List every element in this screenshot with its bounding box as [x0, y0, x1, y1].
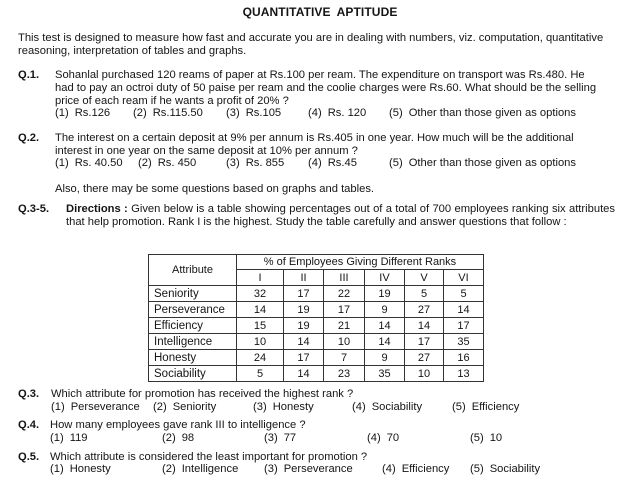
rank-header: IV: [365, 270, 405, 286]
option-4: [308, 157, 357, 170]
option-number: (5): [389, 107, 403, 119]
option-number: (4): [352, 401, 366, 413]
rank-value: 27: [405, 350, 444, 366]
rank-value: 5: [444, 286, 484, 302]
table-row: [149, 318, 484, 334]
rank-header: VI: [444, 270, 484, 286]
attribute-name: Seniority: [149, 286, 237, 302]
rank-value: 17: [405, 334, 444, 350]
option-number: (5): [470, 463, 484, 475]
option-5: [389, 157, 576, 170]
option-text: Rs.126: [74, 107, 111, 119]
option-2: [153, 401, 216, 414]
table-row: [149, 286, 484, 302]
option-number: (4): [308, 107, 322, 119]
rank-value: 23: [324, 366, 365, 382]
option-number: (4): [308, 157, 322, 169]
option-number: (3): [253, 401, 267, 413]
rank-value: 9: [365, 302, 405, 318]
rank-value: 21: [324, 318, 365, 334]
attribute-name: Sociability: [149, 366, 237, 382]
ranks-group-header: % of Employees Giving Different Ranks: [237, 255, 484, 270]
option-2: [162, 432, 194, 445]
ranks-table: [148, 254, 484, 382]
option-number: (1): [50, 432, 64, 444]
attribute-name: Efficiency: [149, 318, 237, 334]
option-3: [264, 463, 353, 476]
rank-value: 7: [324, 350, 365, 366]
option-text: Rs.45: [327, 157, 357, 169]
directions-text: [66, 203, 615, 229]
option-text: Honesty: [69, 463, 111, 475]
option-2: [162, 463, 238, 476]
rank-value: 14: [365, 334, 405, 350]
option-3: [226, 107, 281, 120]
rank-value: 35: [365, 366, 405, 382]
option-number: (2): [162, 463, 176, 475]
option-text: 119: [69, 432, 88, 444]
rank-value: 10: [237, 334, 284, 350]
option-number: (2): [153, 401, 167, 413]
rank-value: 32: [237, 286, 284, 302]
option-1: [55, 107, 110, 120]
rank-value: 17: [284, 286, 324, 302]
option-number: (3): [264, 432, 278, 444]
rank-value: 5: [405, 286, 444, 302]
table-row: [149, 350, 484, 366]
option-text: Rs.105: [245, 107, 282, 119]
option-number: (1): [50, 463, 64, 475]
attribute-header: Attribute: [149, 255, 237, 286]
attribute-name: Perseverance: [149, 302, 237, 318]
rank-value: 14: [405, 318, 444, 334]
option-text: Sociability: [489, 463, 541, 475]
option-number: (2): [133, 107, 147, 119]
option-4: [367, 432, 399, 445]
option-1: [51, 401, 140, 414]
option-text: Intelligence: [181, 463, 239, 475]
question-text-line: The interest on a certain deposit at 9% per annum is Rs.405 in one year. How much will be the additional: [55, 132, 574, 144]
option-text: 98: [181, 432, 195, 444]
rank-header: V: [405, 270, 444, 286]
option-number: (5): [389, 157, 403, 169]
option-text: 70: [386, 432, 400, 444]
rank-value: 5: [237, 366, 284, 382]
option-number: (4): [382, 463, 396, 475]
option-2: [133, 107, 203, 120]
option-number: (3): [264, 463, 278, 475]
rank-value: 17: [324, 302, 365, 318]
rank-value: 14: [444, 302, 484, 318]
rank-value: 15: [237, 318, 284, 334]
intro-line-2: reasoning, interpretation of tables and graphs.: [18, 45, 247, 57]
option-text: Other than those given as options: [408, 107, 576, 119]
rank-value: 10: [324, 334, 365, 350]
rank-value: 27: [405, 302, 444, 318]
rank-value: 24: [237, 350, 284, 366]
option-1: [50, 432, 88, 445]
rank-value: 35: [444, 334, 484, 350]
option-3: [264, 432, 296, 445]
rank-value: 19: [284, 302, 324, 318]
option-text: Other than those given as options: [408, 157, 576, 169]
attribute-name: Honesty: [149, 350, 237, 366]
rank-value: 9: [365, 350, 405, 366]
table-row: [149, 302, 484, 318]
question-text-line: Sohanlal purchased 120 reams of paper at Rs.100 per ream. The expenditure on transport was Rs.480. He: [55, 69, 585, 81]
directions-body: Given below is a table showing percentages out of a total of 700 employees ranking six attributes that help promotion. Rank I is the highest. Study the table carefully and answer questions that follow :: [66, 203, 615, 228]
rank-value: 10: [405, 366, 444, 382]
option-number: (5): [452, 401, 466, 413]
option-text: Efficiency: [401, 463, 450, 475]
option-3: [253, 401, 314, 414]
table-header-row: [149, 255, 484, 270]
option-4: [308, 107, 366, 120]
question-number: Q.1.: [18, 69, 40, 81]
question-text: How many employees gave rank III to intelligence ?: [50, 419, 306, 431]
option-number: (4): [367, 432, 381, 444]
table-row: [149, 334, 484, 350]
rank-value: 17: [284, 350, 324, 366]
rank-value: 14: [365, 318, 405, 334]
option-number: (2): [138, 157, 152, 169]
rank-value: 14: [237, 302, 284, 318]
option-text: Efficiency: [471, 401, 520, 413]
option-number: (5): [470, 432, 484, 444]
question-text-line: price of each ream if he wants a profit of 20% ?: [55, 95, 289, 107]
option-number: (1): [51, 401, 65, 413]
question-range-number: Q.3-5.: [18, 203, 50, 215]
option-text: Seniority: [172, 401, 217, 413]
option-1: [50, 463, 111, 476]
option-text: Sociability: [371, 401, 423, 413]
graphs-tables-note: Also, there may be some questions based on graphs and tables.: [55, 183, 375, 195]
question-text: Which attribute for promotion has received the highest rank ?: [51, 388, 354, 400]
rank-value: 19: [284, 318, 324, 334]
rank-value: 16: [444, 350, 484, 366]
question-number: Q.5.: [18, 451, 40, 463]
option-5: [470, 463, 540, 476]
option-text: Rs. 855: [245, 157, 285, 169]
option-4: [352, 401, 422, 414]
option-5: [470, 432, 502, 445]
rank-value: 14: [284, 334, 324, 350]
option-text: Perseverance: [283, 463, 353, 475]
option-text: 77: [283, 432, 297, 444]
page-title: QUANTITATIVE APTITUDE: [242, 5, 398, 19]
rank-value: 13: [444, 366, 484, 382]
attribute-name: Intelligence: [149, 334, 237, 350]
rank-value: 17: [444, 318, 484, 334]
option-3: [226, 157, 284, 170]
question-text: Which attribute is considered the least important for promotion ?: [50, 451, 368, 463]
option-text: Rs. 450: [157, 157, 197, 169]
option-number: (2): [162, 432, 176, 444]
option-number: (3): [226, 157, 240, 169]
question-number: Q.2.: [18, 132, 40, 144]
option-text: 10: [489, 432, 503, 444]
option-5: [452, 401, 519, 414]
option-5: [389, 107, 576, 120]
rank-value: 22: [324, 286, 365, 302]
rank-header: III: [324, 270, 365, 286]
option-number: (1): [55, 157, 69, 169]
intro-line-1: This test is designed to measure how fast and accurate you are in dealing with numbers, viz. computation, quantitative: [18, 32, 604, 44]
question-text-line: interest in one year on the same deposit at 10% per annum ?: [55, 145, 358, 157]
option-text: Rs. 120: [327, 107, 367, 119]
option-text: Perseverance: [70, 401, 140, 413]
question-number: Q.3.: [18, 388, 40, 400]
rank-header: II: [284, 270, 324, 286]
question-text-line: had to pay an octroi duty of 50 paise per ream and the coolie charges were Rs.60. What should be the selling: [55, 82, 597, 94]
option-4: [382, 463, 449, 476]
option-text: Rs.115.50: [152, 107, 203, 119]
option-2: [138, 157, 196, 170]
table-row: [149, 366, 484, 382]
option-text: Rs. 40.50: [74, 157, 123, 169]
rank-value: 19: [365, 286, 405, 302]
option-1: [55, 157, 123, 170]
rank-value: 14: [284, 366, 324, 382]
rank-header: I: [237, 270, 284, 286]
option-number: (3): [226, 107, 240, 119]
option-text: Honesty: [272, 401, 314, 413]
question-number: Q.4.: [18, 419, 40, 431]
option-number: (1): [55, 107, 69, 119]
directions-label: Directions :: [66, 203, 128, 215]
